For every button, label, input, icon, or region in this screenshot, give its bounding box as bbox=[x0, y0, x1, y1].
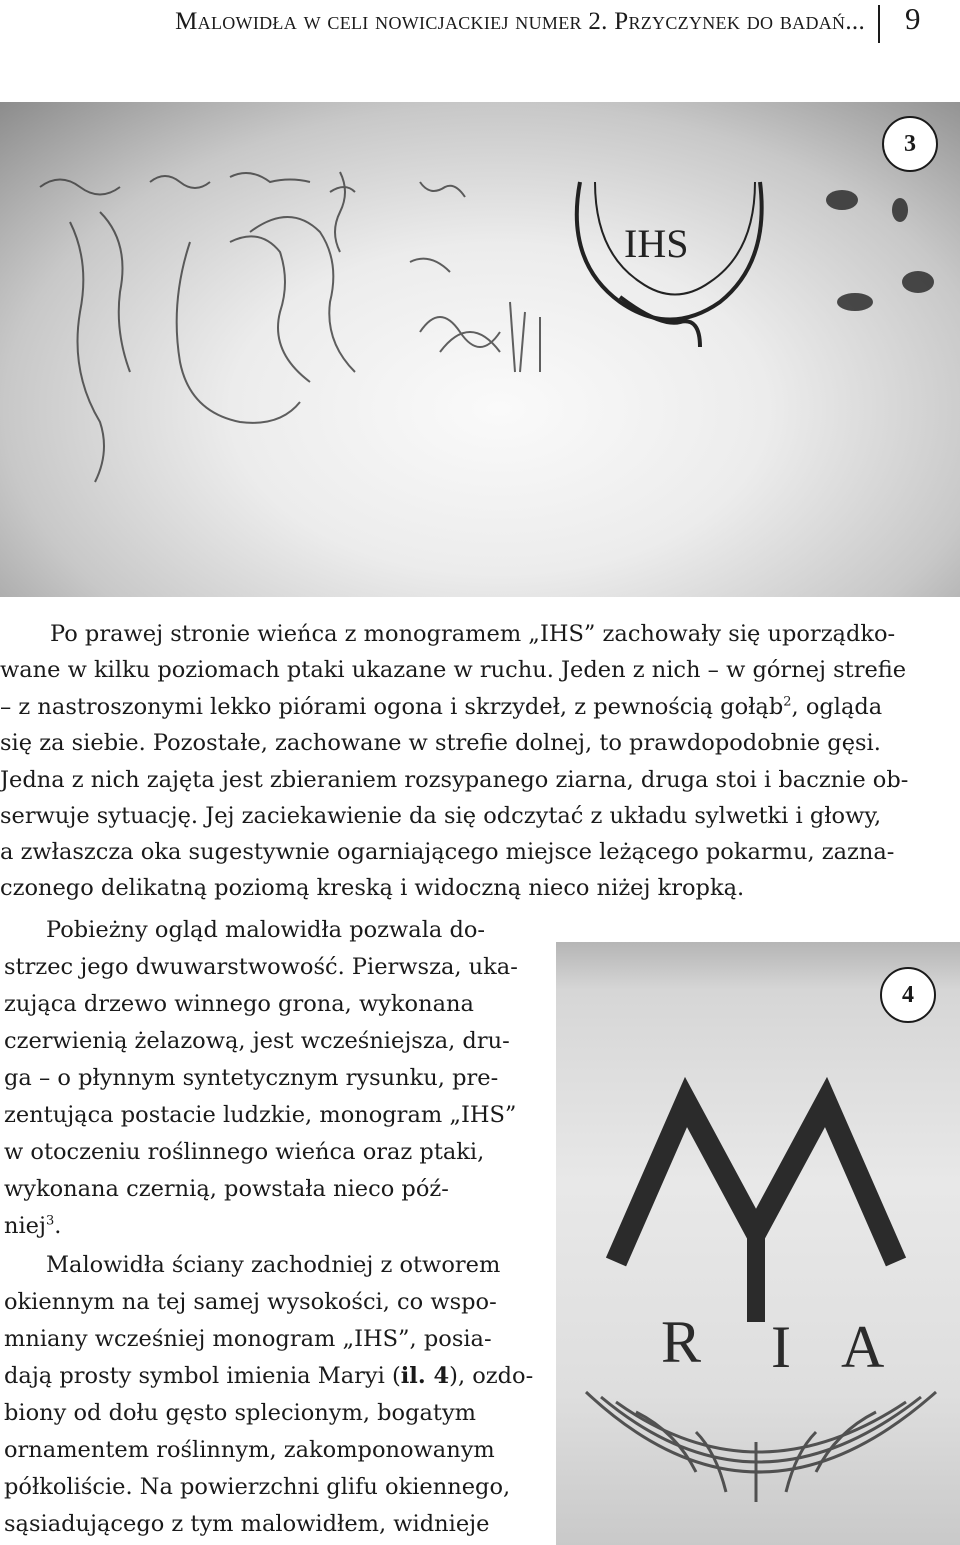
paragraph3-line-2: okiennym na tej samej wysokości, co wspo- bbox=[4, 1289, 497, 1315]
figure-4-maria-monogram bbox=[556, 942, 960, 1545]
running-title: Malowidła w celi nowicjackiej numer 2. Przyczynek do badań... bbox=[175, 8, 865, 35]
paragraph1-line-6: serwuje sytuację. Jej zaciekawienie da się odczytać z układu sylwetki i głowy, bbox=[0, 803, 882, 829]
paragraph2-line-8: wykonana czernią, powstała nieco póź- bbox=[4, 1176, 449, 1202]
letter-i: I bbox=[771, 1314, 791, 1380]
paragraph3-line-8: sąsiadującego z tym malowidłem, widnieje bbox=[4, 1511, 490, 1537]
paragraph3-line-4: dają prosty symbol imienia Maryi (il. 4), ozdo- bbox=[4, 1363, 534, 1389]
ihs-monogram: IHS bbox=[624, 221, 689, 266]
paragraph1-line-7: a zwłaszcza oka sugestywnie ogarniającego miejsce leżącego pokarmu, zazna- bbox=[0, 839, 895, 865]
figure-3-wall-painting bbox=[0, 102, 960, 597]
letter-r: R bbox=[661, 1309, 702, 1375]
footnote-ref[interactable]: 2 bbox=[783, 694, 792, 710]
paragraph2-line-2: strzec jego dwuwarstwowość. Pierwsza, uka- bbox=[4, 954, 518, 980]
maria-monogram-sketch bbox=[556, 942, 960, 1545]
paragraph1-line-5: Jedna z nich zajęta jest zbieraniem rozsypanego ziarna, druga stoi i bacznie ob- bbox=[0, 767, 909, 793]
figure-number-badge: 4 bbox=[880, 967, 936, 1023]
page-number: 9 bbox=[905, 1, 921, 36]
paragraph2-line-4: czerwienią żelazową, jest wcześniejsza, dru- bbox=[4, 1028, 510, 1054]
paragraph1-line-2: wane w kilku poziomach ptaki ukazane w ruchu. Jeden z nich – w górnej strefie bbox=[0, 657, 907, 683]
paragraph2-line-6: zentująca postacie ludzkie, monogram „IHS” bbox=[4, 1102, 517, 1128]
paragraph3-line-7: półkoliście. Na powierzchni glifu okiennego, bbox=[4, 1474, 511, 1500]
paragraph1-line-8: czonego delikatną poziomą kreską i widoczną nieco niżej kropką. bbox=[0, 875, 745, 901]
paragraph2-line-1: Pobieżny ogląd malowidła pozwala do- bbox=[46, 917, 486, 943]
paragraph3-line-1: Malowidła ściany zachodniej z otworem bbox=[46, 1252, 501, 1278]
paragraph1-line-3: – z nastroszonymi lekko piórami ogona i skrzydeł, z pewnością gołąb$^2$, ogląda bbox=[0, 694, 883, 720]
paragraph3-line-6: ornamentem roślinnym, zakomponowanym bbox=[4, 1437, 495, 1463]
running-header bbox=[0, 0, 960, 50]
paragraph3-line-5: biony od dołu gęsto splecionym, bogatym bbox=[4, 1400, 476, 1426]
wall-painting-sketch bbox=[0, 102, 960, 597]
paragraph2-line-9: niej$^3$. bbox=[4, 1213, 62, 1239]
figure-reference-link[interactable]: il. 4 bbox=[400, 1363, 450, 1389]
paragraph3-line-3: mniany wcześniej monogram „IHS”, posia- bbox=[4, 1326, 492, 1352]
footnote-ref[interactable]: 3 bbox=[45, 1213, 55, 1229]
header-divider bbox=[878, 5, 880, 43]
paragraph2-line-7: w otoczeniu roślinnego wieńca oraz ptaki, bbox=[4, 1139, 485, 1165]
paragraph2-line-3: zująca drzewo winnego grona, wykonana bbox=[4, 991, 474, 1017]
figure-number-badge: 3 bbox=[882, 116, 938, 172]
paragraph2-line-5: ga – o płynnym syntetycznym rysunku, pre- bbox=[4, 1065, 499, 1091]
paragraph1-line-4: się za siebie. Pozostałe, zachowane w strefie dolnej, to prawdopodobnie gęsi. bbox=[0, 730, 881, 756]
letter-a: A bbox=[841, 1314, 885, 1380]
paragraph1-line-1: Po prawej stronie wieńca z monogramem „IHS” zachowały się uporządko- bbox=[50, 621, 896, 647]
